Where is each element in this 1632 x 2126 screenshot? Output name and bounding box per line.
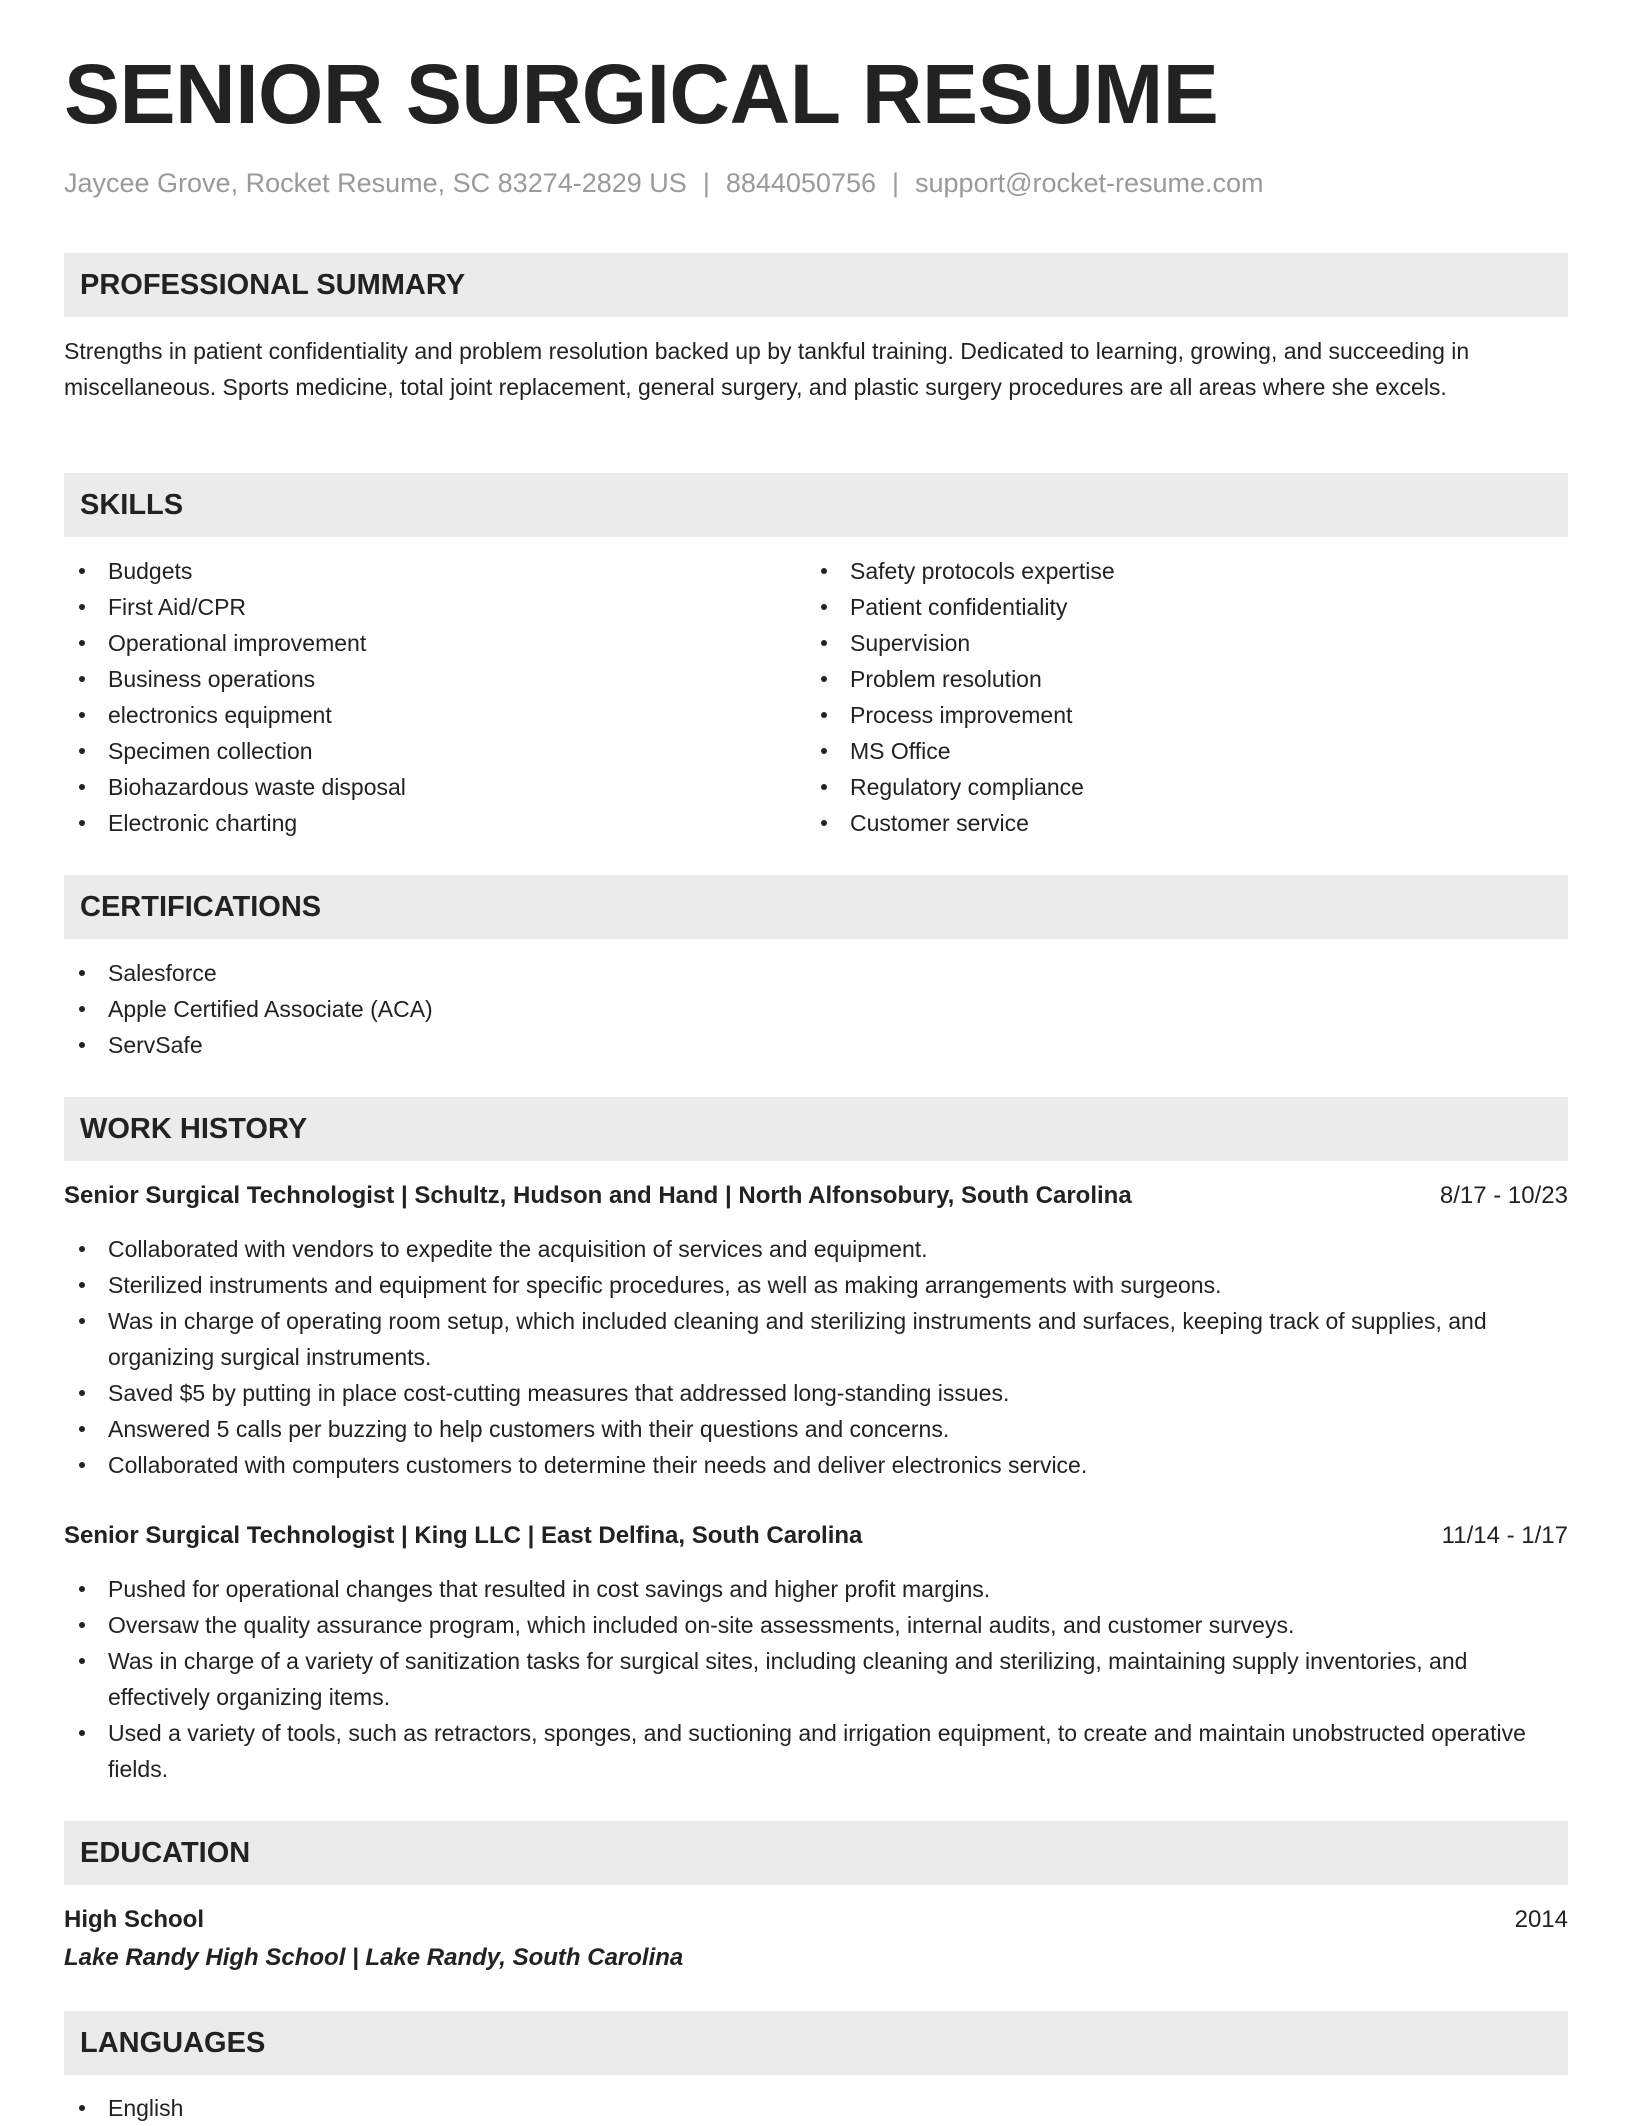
- job-header: [64, 1518, 1568, 1554]
- job-bullet: Oversaw the quality assurance program, which included on-site assessments, internal audits, and customer surveys.: [64, 1607, 1568, 1643]
- job-bullets: [64, 1231, 1568, 1483]
- certification-item: Apple Certified Associate (ACA): [64, 991, 1568, 1027]
- skill-item: Specimen collection: [64, 733, 784, 769]
- skill-item: Regulatory compliance: [806, 769, 1526, 805]
- job-bullet: Saved $5 by putting in place cost-cutting measures that addressed long-standing issues.: [64, 1375, 1568, 1411]
- skill-item: Business operations: [64, 661, 784, 697]
- contact-line: [64, 168, 1264, 199]
- skill-item: Process improvement: [806, 697, 1526, 733]
- section-heading-languages: LANGUAGES: [64, 2011, 1568, 2075]
- certification-item: ServSafe: [64, 1027, 1568, 1063]
- job-bullet: Was in charge of a variety of sanitization tasks for surgical sites, including cleaning and sterilizing, maintaining supply inventories, and effectively organizing items.: [64, 1643, 1568, 1715]
- education-school: Lake Randy High School | Lake Randy, South Carolina: [64, 1944, 684, 1971]
- education-year: 2014: [1514, 1906, 1568, 1933]
- skill-item: Budgets: [64, 553, 784, 589]
- job-title: Senior Surgical Technologist | King LLC | East Delfina, South Carolina: [64, 1522, 863, 1549]
- job-dates: 11/14 - 1/17: [1441, 1522, 1568, 1549]
- skill-item: electronics equipment: [64, 697, 784, 733]
- education-degree: High School: [64, 1906, 204, 1933]
- language-item: English: [64, 2090, 1568, 2126]
- skills-list-left: [64, 553, 784, 841]
- skill-item: Biohazardous waste disposal: [64, 769, 784, 805]
- contact-email: support@rocket-resume.com: [915, 168, 1264, 198]
- skill-item: Electronic charting: [64, 805, 784, 841]
- skill-item: Customer service: [806, 805, 1526, 841]
- contact-separator: |: [702, 168, 710, 198]
- skill-item: Safety protocols expertise: [806, 553, 1526, 589]
- section-heading-work-history: WORK HISTORY: [64, 1097, 1568, 1161]
- resume-title: SENIOR SURGICAL RESUME: [64, 47, 1219, 141]
- section-heading-certifications: CERTIFICATIONS: [64, 875, 1568, 939]
- job-bullets: [64, 1571, 1568, 1787]
- job-bullet: Was in charge of operating room setup, which included cleaning and sterilizing instruments and surfaces, keeping track of supplies, and organizing surgical instruments.: [64, 1303, 1568, 1375]
- contact-address: Jaycee Grove, Rocket Resume, SC 83274-2829 US: [64, 168, 687, 198]
- job-bullet: Collaborated with computers customers to determine their needs and deliver electronics service.: [64, 1447, 1568, 1483]
- section-heading-summary: PROFESSIONAL SUMMARY: [64, 253, 1568, 317]
- skill-item: MS Office: [806, 733, 1526, 769]
- skill-item: Problem resolution: [806, 661, 1526, 697]
- skills-list-right: [806, 553, 1526, 841]
- summary-text: Strengths in patient confidentiality and problem resolution backed up by tankful training. Dedicated to learning, growing, and succeeding in miscellaneous. Sports medicine, total joint replacement, general surgery, and plastic surgery procedures are all areas where she excels.: [64, 338, 1470, 400]
- job-bullet: Used a variety of tools, such as retractors, sponges, and suctioning and irrigation equipment, to create and maintain unobstructed operative fields.: [64, 1715, 1568, 1787]
- section-heading-skills: SKILLS: [64, 473, 1568, 537]
- job-bullet: Sterilized instruments and equipment for specific procedures, as well as making arrangements with surgeons.: [64, 1267, 1568, 1303]
- contact-phone: 8844050756: [725, 168, 876, 198]
- education-header: [64, 1902, 1568, 1938]
- job-bullet: Collaborated with vendors to expedite the acquisition of services and equipment.: [64, 1231, 1568, 1267]
- skill-item: Patient confidentiality: [806, 589, 1526, 625]
- languages-list: [64, 2090, 1568, 2126]
- certification-item: Salesforce: [64, 955, 1568, 991]
- skill-item: First Aid/CPR: [64, 589, 784, 625]
- skill-item: Operational improvement: [64, 625, 784, 661]
- job-title: Senior Surgical Technologist | Schultz, Hudson and Hand | North Alfonsobury, South Carolina: [64, 1182, 1132, 1209]
- certifications-list: [64, 955, 1568, 1063]
- job-header: [64, 1178, 1568, 1214]
- job-dates: 8/17 - 10/23: [1439, 1182, 1568, 1209]
- section-heading-education: EDUCATION: [64, 1821, 1568, 1885]
- job-bullet: Answered 5 calls per buzzing to help customers with their questions and concerns.: [64, 1411, 1568, 1447]
- skill-item: Supervision: [806, 625, 1526, 661]
- job-bullet: Pushed for operational changes that resulted in cost savings and higher profit margins.: [64, 1571, 1568, 1607]
- contact-separator: |: [892, 168, 900, 198]
